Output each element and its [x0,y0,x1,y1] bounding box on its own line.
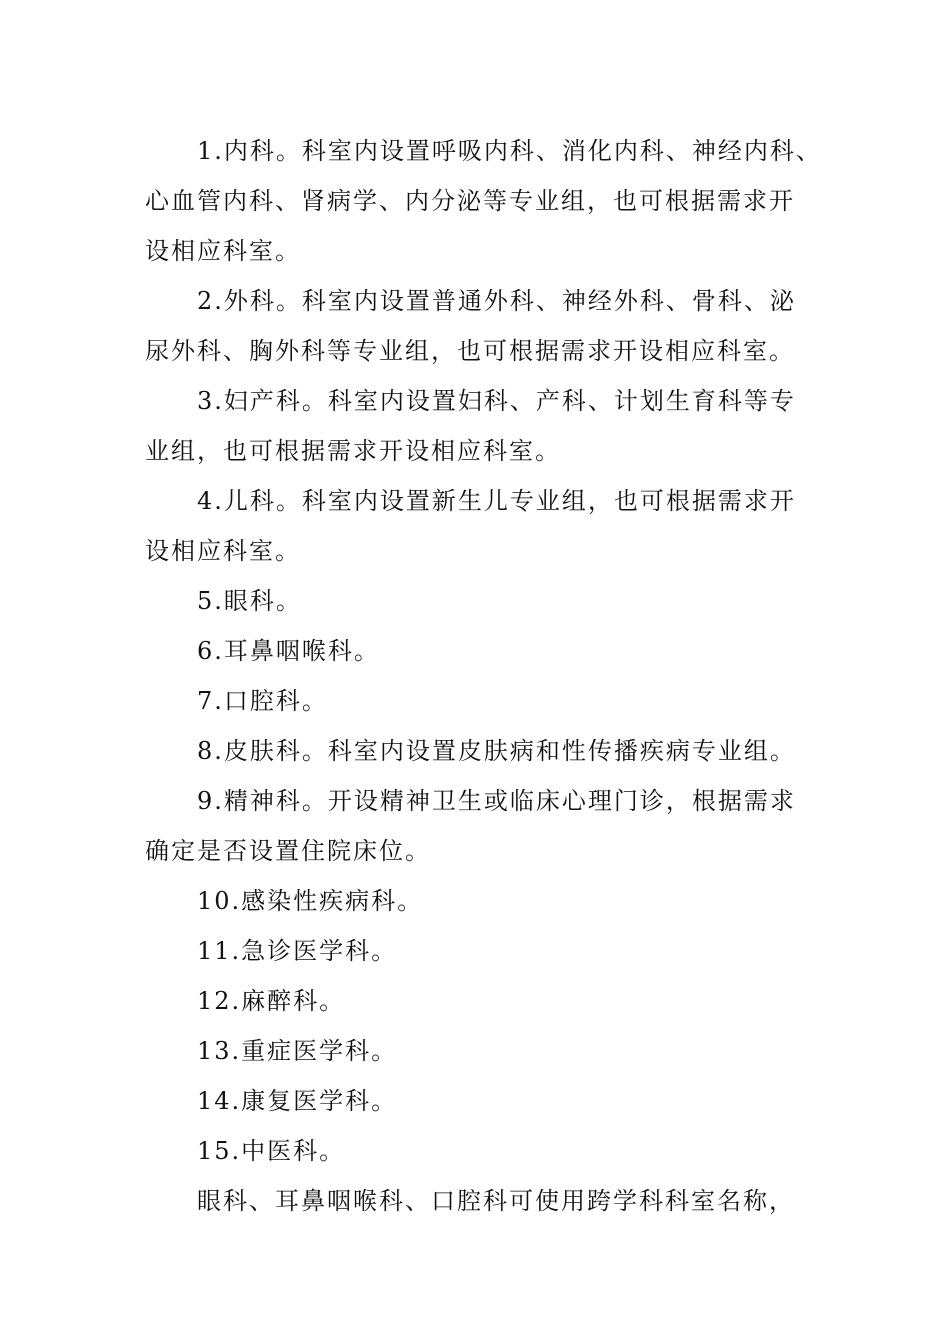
text-line: 眼科、耳鼻咽喉科、口腔科可使用跨学科科室名称， [197,1187,795,1215]
paragraph-rehabilitation [145,1076,810,1126]
text-line: 设相应科室。 [145,537,301,565]
document-body [145,126,822,1226]
text-line: 14.康复医学科。 [197,1087,398,1115]
text-line: 心血管内科、肾病学、内分泌等专业组，也可根据需求开 [145,187,795,215]
paragraph-critical-care [145,1026,810,1076]
text-line: 尿外科、胸外科等专业组，也可根据需求开设相应科室。 [145,337,795,365]
text-line: 3.妇产科。科室内设置妇科、产科、计划生育科等专 [197,387,796,415]
paragraph-emergency-medicine [145,926,810,976]
text-line: 设相应科室。 [145,237,301,265]
paragraph-stomatology [145,676,810,726]
text-line: 确定是否设置住院床位。 [145,837,431,865]
paragraph-dermatology [145,726,810,776]
text-line: 8.皮肤科。科室内设置皮肤病和性传播疾病专业组。 [197,737,796,765]
text-line: 10.感染性疾病科。 [197,887,424,915]
text-line: 5.眼科。 [197,587,302,615]
paragraph-obstetrics-gynecology [145,376,810,476]
paragraph-otolaryngology [145,626,810,676]
paragraph-psychiatry [145,776,810,876]
text-line: 1.内科。科室内设置呼吸内科、消化内科、神经内科、 [197,137,822,165]
text-line: 7.口腔科。 [197,687,328,715]
text-line: 业组，也可根据需求开设相应科室。 [145,437,561,465]
text-line: 15.中医科。 [197,1137,346,1165]
text-line: 13.重症医学科。 [197,1037,398,1065]
text-line: 4.儿科。科室内设置新生儿专业组，也可根据需求开 [197,487,796,515]
text-line: 12.麻醉科。 [197,987,346,1015]
paragraph-internal-medicine [145,126,822,276]
paragraph-pediatrics [145,476,810,576]
paragraph-anesthesiology [145,976,810,1026]
paragraph-tcm [145,1126,810,1176]
paragraph-surgery [145,276,810,376]
paragraph-infectious-disease [145,876,810,926]
text-line: 2.外科。科室内设置普通外科、神经外科、骨科、泌 [197,287,796,315]
text-line: 6.耳鼻咽喉科。 [197,637,380,665]
text-line: 11.急诊医学科。 [197,937,398,965]
paragraph-ophthalmology [145,576,810,626]
text-line: 9.精神科。开设精神卫生或临床心理门诊，根据需求 [197,787,796,815]
paragraph-cross-discipline-note [145,1176,810,1226]
